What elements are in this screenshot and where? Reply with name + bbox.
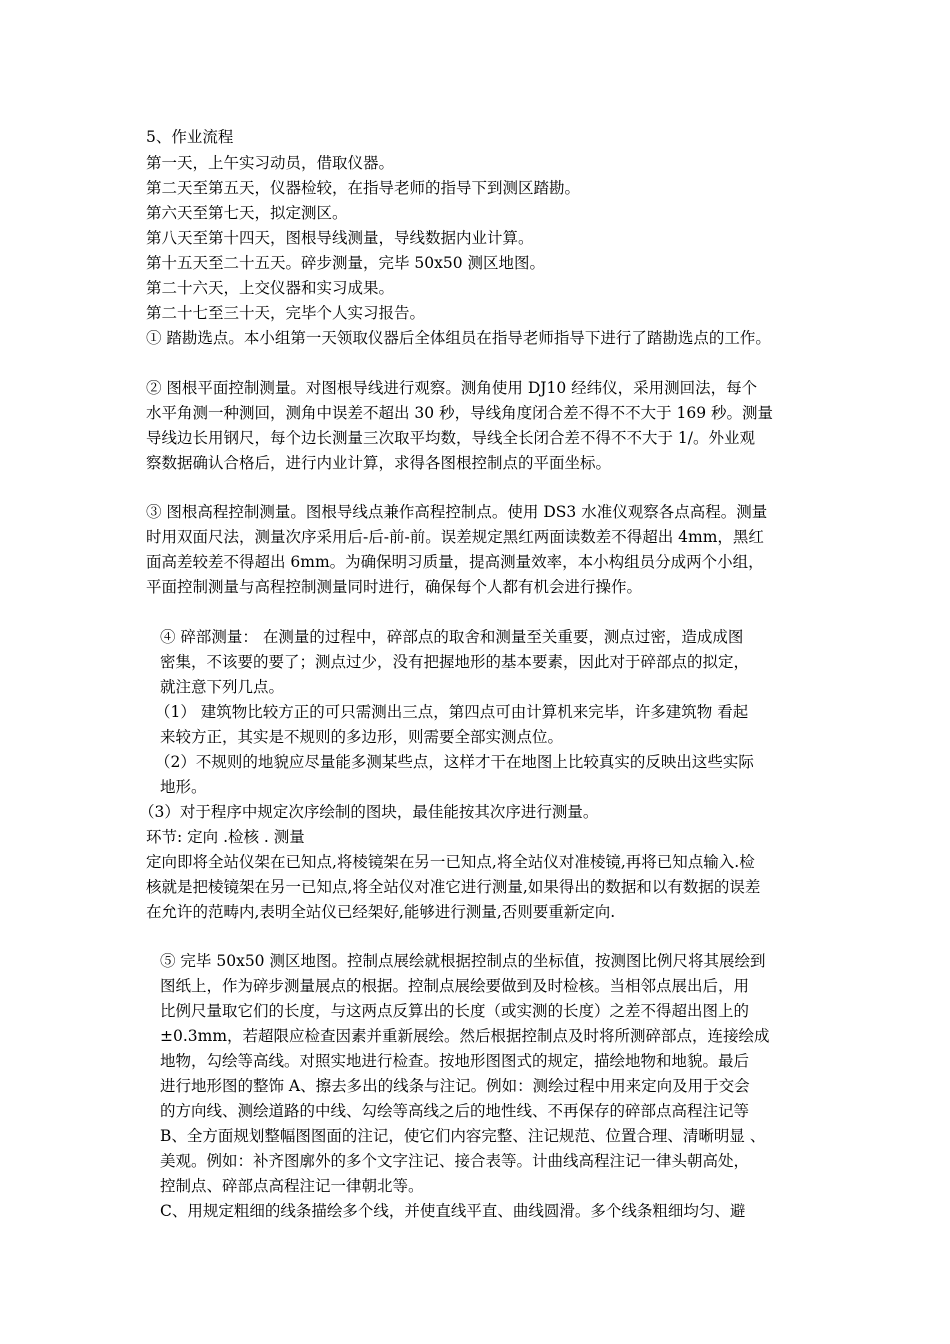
paragraph-line: C、用规定粗细的线条描绘多个线，并使直线平直、曲线圆滑。多个线条粗细均匀、避 xyxy=(160,1202,746,1220)
paragraph-line: 密集，不该要的要了；测点过少，没有把握地形的基本要素，因此对于碎部点的拟定， xyxy=(160,653,750,671)
paragraph-line: ③ 图根高程控制测量。图根导线点兼作高程控制点。使用 DS3 水准仪观察各点高程。测量 xyxy=(146,503,768,521)
schedule-line: 第六天至第七天，拟定测区。 xyxy=(146,204,348,222)
paragraph-line: 环节: 定向 .检核 . 测量 xyxy=(146,828,305,846)
schedule-line: 第八天至第十四天，图根导线测量，导线数据内业计算。 xyxy=(146,229,534,247)
paragraph-line: 察数据确认合格后，进行内业计算，求得各图根控制点的平面坐标。 xyxy=(146,454,612,472)
paragraph-line: 时用双面尺法，测量次序采用后-后-前-前。误差规定黑红两面读数差不得超出 4mm，黑红 xyxy=(146,528,764,546)
paragraph-line: ④ 碎部测量： 在测量的过程中，碎部点的取舍和测量至关重要，测点过密，造成成图 xyxy=(160,628,744,646)
paragraph-line: 导线边长用钢尺，每个边长测量三次取平均数，导线全长闭合差不得不不大于 1/。外业观 xyxy=(146,429,756,447)
paragraph-line: 来较方正，其实是不规则的多边形，则需要全部实测点位。 xyxy=(160,728,564,746)
paragraph-line: B、全方面规划整幅图图面的注记，使它们内容完整、注记规范、位置合理、清晰明显 、 xyxy=(160,1127,766,1145)
paragraph-line: 地形。 xyxy=(160,778,207,796)
paragraph-line: 地物，勾绘等高线。对照实地进行检查。按地形图图式的规定，描绘地物和地貌。最后 xyxy=(160,1052,750,1070)
paragraph-line: 水平角测一种测回，测角中误差不超出 30 秒，导线角度闭合差不得不不大于 169 秒。测量 xyxy=(146,404,774,422)
paragraph-line: 比例尺量取它们的长度，与这两点反算出的长度（或实测的长度）之差不得超出图上的 xyxy=(160,1002,750,1020)
paragraph-line: （3）对于程序中规定次序绘制的图块，最佳能按其次序进行测量。 xyxy=(139,803,599,821)
section-heading: 5、作业流程 xyxy=(146,128,234,146)
paragraph-line: 的方向线、测绘道路的中线、勾绘等高线之后的地性线、不再保存的碎部点高程注记等 xyxy=(160,1102,750,1120)
paragraph-line: 控制点、碎部点高程注记一律朝北等。 xyxy=(160,1177,424,1195)
schedule-line: 第二天至第五天，仪器检较，在指导老师的指导下到测区踏勘。 xyxy=(146,179,581,197)
paragraph-line: ② 图根平面控制测量。对图根导线进行观察。测角使用 DJ10 经纬仪，采用测回法，每个 xyxy=(146,379,758,397)
paragraph-line: 进行地形图的整饰 A、擦去多出的线条与注记。例如：测绘过程中用来定向及用于交会 xyxy=(160,1077,750,1095)
paragraph-line: 图纸上，作为碎步测量展点的根据。控制点展绘要做到及时检核。当相邻点展出后，用 xyxy=(160,977,750,995)
schedule-line: 第十五天至二十五天。碎步测量，完毕 50x50 测区地图。 xyxy=(146,254,546,272)
paragraph-line: （2）不规则的地貌应尽量能多测某些点，这样才干在地图上比较真实的反映出这些实际 xyxy=(155,753,754,771)
paragraph-line: ±0.3mm，若超限应检查因素并重新展绘。然后根据控制点及时将所测碎部点，连接绘成 xyxy=(160,1027,770,1045)
paragraph-line: 定向即将全站仪架在已知点,将棱镜架在另一已知点,将全站仪对准棱镜,再将已知点输入.检 xyxy=(146,853,755,871)
paragraph-line: 核就是把棱镜架在另一已知点,将全站仪对准它进行测量,如果得出的数据和以有数据的误差 xyxy=(146,878,761,896)
paragraph-line: 平面控制测量与高程控制测量同时进行，确保每个人都有机会进行操作。 xyxy=(146,578,643,596)
paragraph-line: ① 踏勘选点。本小组第一天领取仪器后全体组员在指导老师指导下进行了踏勘选点的工作。 xyxy=(146,329,771,347)
paragraph-line: 面高差较差不得超出 6mm。为确保明习质量，提高测量效率，本小构组员分成两个小组， xyxy=(146,553,764,571)
paragraph-line: 就注意下列几点。 xyxy=(160,678,285,696)
schedule-line: 第一天，上午实习动员，借取仪器。 xyxy=(146,154,395,172)
paragraph-line: ⑤ 完毕 50x50 测区地图。控制点展绘就根据控制点的坐标值，按测图比例尺将其展绘到 xyxy=(160,952,766,970)
paragraph-line: 在允许的范畴内,表明全站仪已经架好,能够进行测量,否则要重新定向. xyxy=(146,903,616,921)
paragraph-line: 美观。例如：补齐图廓外的多个文字注记、接合表等。计曲线高程注记一律头朝高处， xyxy=(160,1152,750,1170)
schedule-line: 第二十七至三十天，完毕个人实习报告。 xyxy=(146,304,426,322)
paragraph-line: （1） 建筑物比较方正的可只需测出三点，第四点可由计算机来完毕，许多建筑物 看起 xyxy=(155,703,749,721)
schedule-line: 第二十六天，上交仪器和实习成果。 xyxy=(146,279,395,297)
